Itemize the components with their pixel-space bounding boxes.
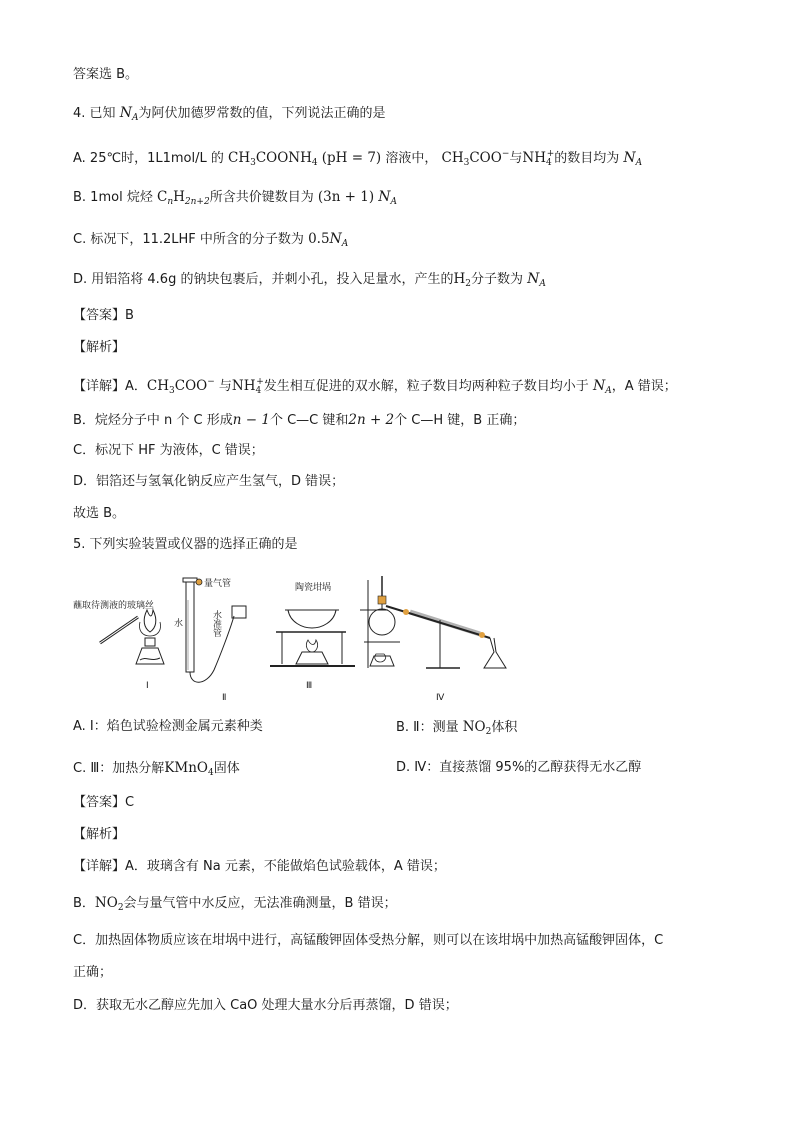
q5-explain-a: 【详解】A．玻璃含有 Na 元素，不能做焰色试验载体，A 错误； (73, 859, 446, 874)
q5-option-d: D. Ⅳ：直接蒸馏 95%的乙醇获得无水乙醇 (396, 760, 642, 775)
ph-value: (pH = 7) (321, 150, 382, 166)
acetate-ion: $CH_3COO^-$ (441, 149, 510, 168)
q5-option-c: C. Ⅲ：加热分解KMnO$_4$固体 (73, 760, 240, 778)
q4-answer: 【答案】B (73, 308, 134, 323)
na-symbol: $N_A$ (119, 105, 139, 123)
label-water: 水 (174, 619, 184, 629)
apparatus-3-crucible (270, 581, 355, 691)
label-roman-3: Ⅲ (306, 681, 313, 691)
label-roman-4: Ⅳ (436, 693, 445, 703)
apparatus-4-distillation (360, 576, 506, 703)
q5-explain-c-cont: 正确； (73, 965, 113, 980)
q5-analysis-heading: 【解析】 (73, 827, 126, 842)
q4-stem: 4. 已知 $N_A$为阿伏加德罗常数的值，下列说法正确的是 (73, 105, 386, 123)
q4-explain-c: C．标况下 HF 为液体，C 错误； (73, 443, 264, 458)
apparatus-1-flame-test (73, 599, 164, 691)
q5-answer: 【答案】C (73, 795, 135, 810)
alkane-formula: $C_nH_{2n+2}$ (156, 189, 210, 207)
q4-option-d: D. 用铝箔将 4.6g 的钠块包裹后，并刺小孔，投入足量水，产生的$H_2$分子数为 $N_A$ (73, 271, 546, 289)
ch3coonh4-formula: $CH_3COONH_4$ (227, 150, 318, 168)
label-burette: 量气管 (204, 579, 232, 589)
q4-option-c: C. 标况下，11.2LHF 中所含的分子数为 $0.5N_A$ (73, 231, 349, 249)
q4-conclusion: 故选 B。 (73, 506, 126, 521)
ammonium-ion: $NH_4^+$ (522, 149, 555, 168)
q5-explain-b: B．$NO_2$会与量气管中水反应，无法准确测量，B 错误； (73, 895, 397, 913)
q4-option-b: B. 1mol 烷烃 $C_nH_{2n+2}$所含共价键数目为 (3n + 1) $N_A$ (73, 189, 398, 207)
q4-explain-a: 【详解】A．$CH_3COO^-$ 与$NH_4^+$发生相互促进的双水解，粒子数目均两种粒子数目均小于 $N_A$，A 错误； (73, 377, 677, 396)
label-glass-rod: 蘸取待测液的玻璃丝 (73, 601, 155, 611)
label-level-tube: 水准管 (211, 610, 221, 637)
q4-explain-d: D．铝箔还与氢氧化钠反应产生氢气，D 错误； (73, 474, 345, 489)
q5-option-b: B. Ⅱ：测量 $NO_2$体积 (396, 719, 518, 737)
q4-option-a: A. 25℃时，1L1mol/L 的 $CH_3COONH_4$ (pH = 7) 溶液中， $CH_3COO^-$与$NH_4^+$的数目均为 $N_A$ (73, 149, 643, 168)
apparatus-figure (70, 560, 520, 710)
q4-explain-b: B．烷烃分子中 n 个 C 形成n − 1个 C—C 键和2n + 2个 C—H 键，B 正确； (73, 412, 526, 428)
h2-formula: $H_2$ (453, 271, 471, 289)
label-roman-1: Ⅰ (146, 681, 149, 691)
answer-line-prev: 答案选 B。 (73, 67, 139, 82)
q5-option-a: A. Ⅰ：焰色试验检测金属元素种类 (73, 719, 263, 734)
label-crucible: 陶瓷坩埚 (295, 583, 332, 593)
label-roman-2: Ⅱ (222, 693, 227, 703)
q5-explain-c: C．加热固体物质应该在坩埚中进行，高锰酸钾固体受热分解，则可以在该坩埚中加热高锰酸钾固体，C (73, 933, 664, 948)
bond-count: (3n + 1) (317, 189, 375, 205)
q5-stem: 5. 下列实验装置或仪器的选择正确的是 (73, 537, 298, 552)
q4-analysis-heading: 【解析】 (73, 340, 126, 355)
apparatus-2-gas-burette (174, 577, 246, 703)
q5-explain-d: D．获取无水乙醇应先加入 CaO 处理大量水分后再蒸馏，D 错误； (73, 998, 458, 1013)
